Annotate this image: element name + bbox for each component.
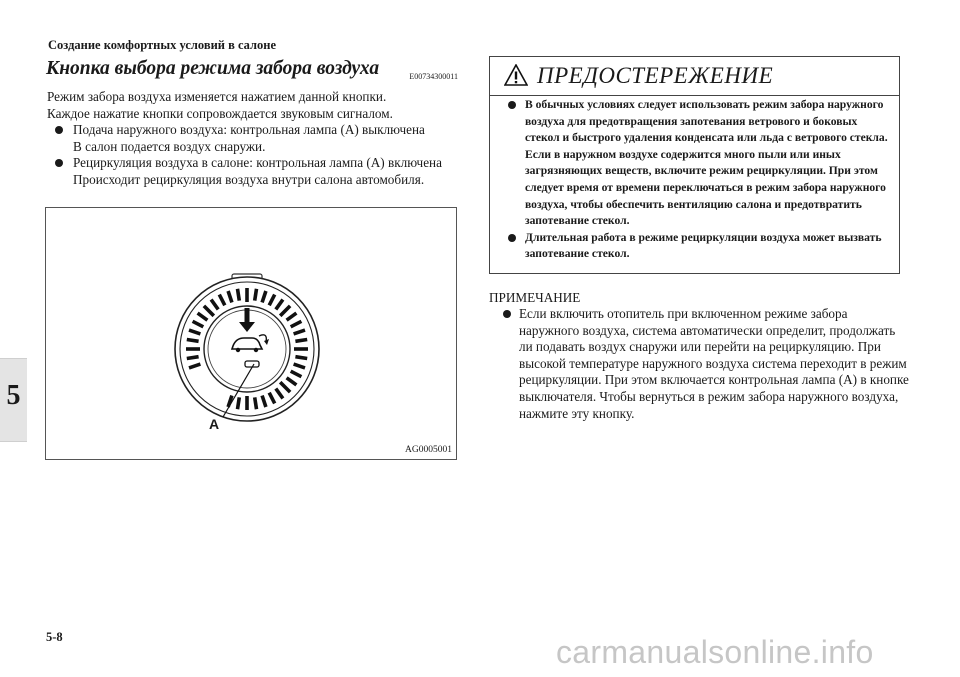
warning-triangle-icon [504, 64, 528, 86]
bullet-line: В салон подается воздух снаружи. [73, 138, 266, 154]
lamp-label-a: A [209, 416, 220, 432]
dial-tick [295, 340, 307, 342]
section-code: E00734300011 [409, 72, 458, 81]
bullet-line: Рециркуляция воздуха в салоне: контрольная лампа (A) включена [73, 155, 442, 170]
button-illustration [45, 207, 457, 460]
list-item-recirculation [47, 155, 457, 188]
warning-item [499, 230, 891, 263]
note-body [489, 306, 909, 422]
warning-box [489, 56, 900, 274]
page-number: 5-8 [46, 630, 63, 644]
dial-tick [187, 340, 199, 342]
figure-code: AG0005001 [405, 445, 452, 455]
warning-item [499, 97, 891, 230]
warning-list [499, 97, 891, 263]
note-item: Если включить отопитель при включенном режиме забора наружного воздуха, система автоматически определит, продолжать ли подавать воздух снаружи или перейти на рециркуляцию. При высокой температуре наружного воздуха система переходит в режим рециркуляции. При этом включается контрольная лампа (A) в кнопке выключателя. Чтобы вернуться в режим забора наружного воздуха, нажмите эту кнопку. [489, 306, 909, 422]
dial-tick [255, 397, 257, 409]
warning-header [490, 57, 899, 96]
mode-list [47, 122, 457, 188]
note-title: ПРИМЕЧАНИЕ [489, 290, 581, 305]
chapter-header: Создание комфортных условий в салоне [48, 38, 277, 52]
chapter-number: 5 [6, 380, 21, 411]
bullet-line: Подача наружного воздуха: контрольная лампа (A) выключена [73, 122, 425, 137]
warning-title: ПРЕДОСТЕРЕЖЕНИЕ [537, 63, 774, 88]
dial-tick [295, 357, 307, 359]
dial-tick [187, 357, 199, 359]
bullet-line: Происходит рециркуляция воздуха внутри салона автомобиля. [73, 171, 425, 187]
warning-text: В обычных условиях следует использовать режим забора наружного воздуха для предотвращения запотевания ветрового и боковых стекол и быстрого удаления конденсата или льда с ветрового стекла. [525, 98, 888, 145]
intro-line-2: Каждое нажатие кнопки сопровождается звуковым сигналом. [47, 105, 393, 121]
watermark: carmanualsonline.info [556, 634, 874, 670]
section-title: Кнопка выбора режима забора воздуха [46, 58, 380, 79]
dial-tick [238, 289, 240, 301]
note-list [489, 306, 909, 422]
warning-text: Если в наружном воздухе содержится много пыли или иных загрязняющих веществ, включите режим рециркуляции. При этом следует время от времени переключаться в режим забора наружного воздуха, чтобы обеспечить вентиляцию салона и предотвратить запотевание стекол. [525, 147, 886, 228]
air-mode-button-drawing [46, 208, 458, 461]
dial-tick [255, 289, 257, 301]
warning-text: Длительная работа в режиме рециркуляции воздуха может вызвать запотевание стекол. [525, 230, 882, 261]
dial-tick [238, 397, 240, 409]
section-body [47, 89, 457, 188]
intro-line-1: Режим забора воздуха изменяется нажатием данной кнопки. [47, 89, 387, 104]
list-item-outside-air [47, 122, 457, 155]
warning-body [499, 97, 891, 263]
